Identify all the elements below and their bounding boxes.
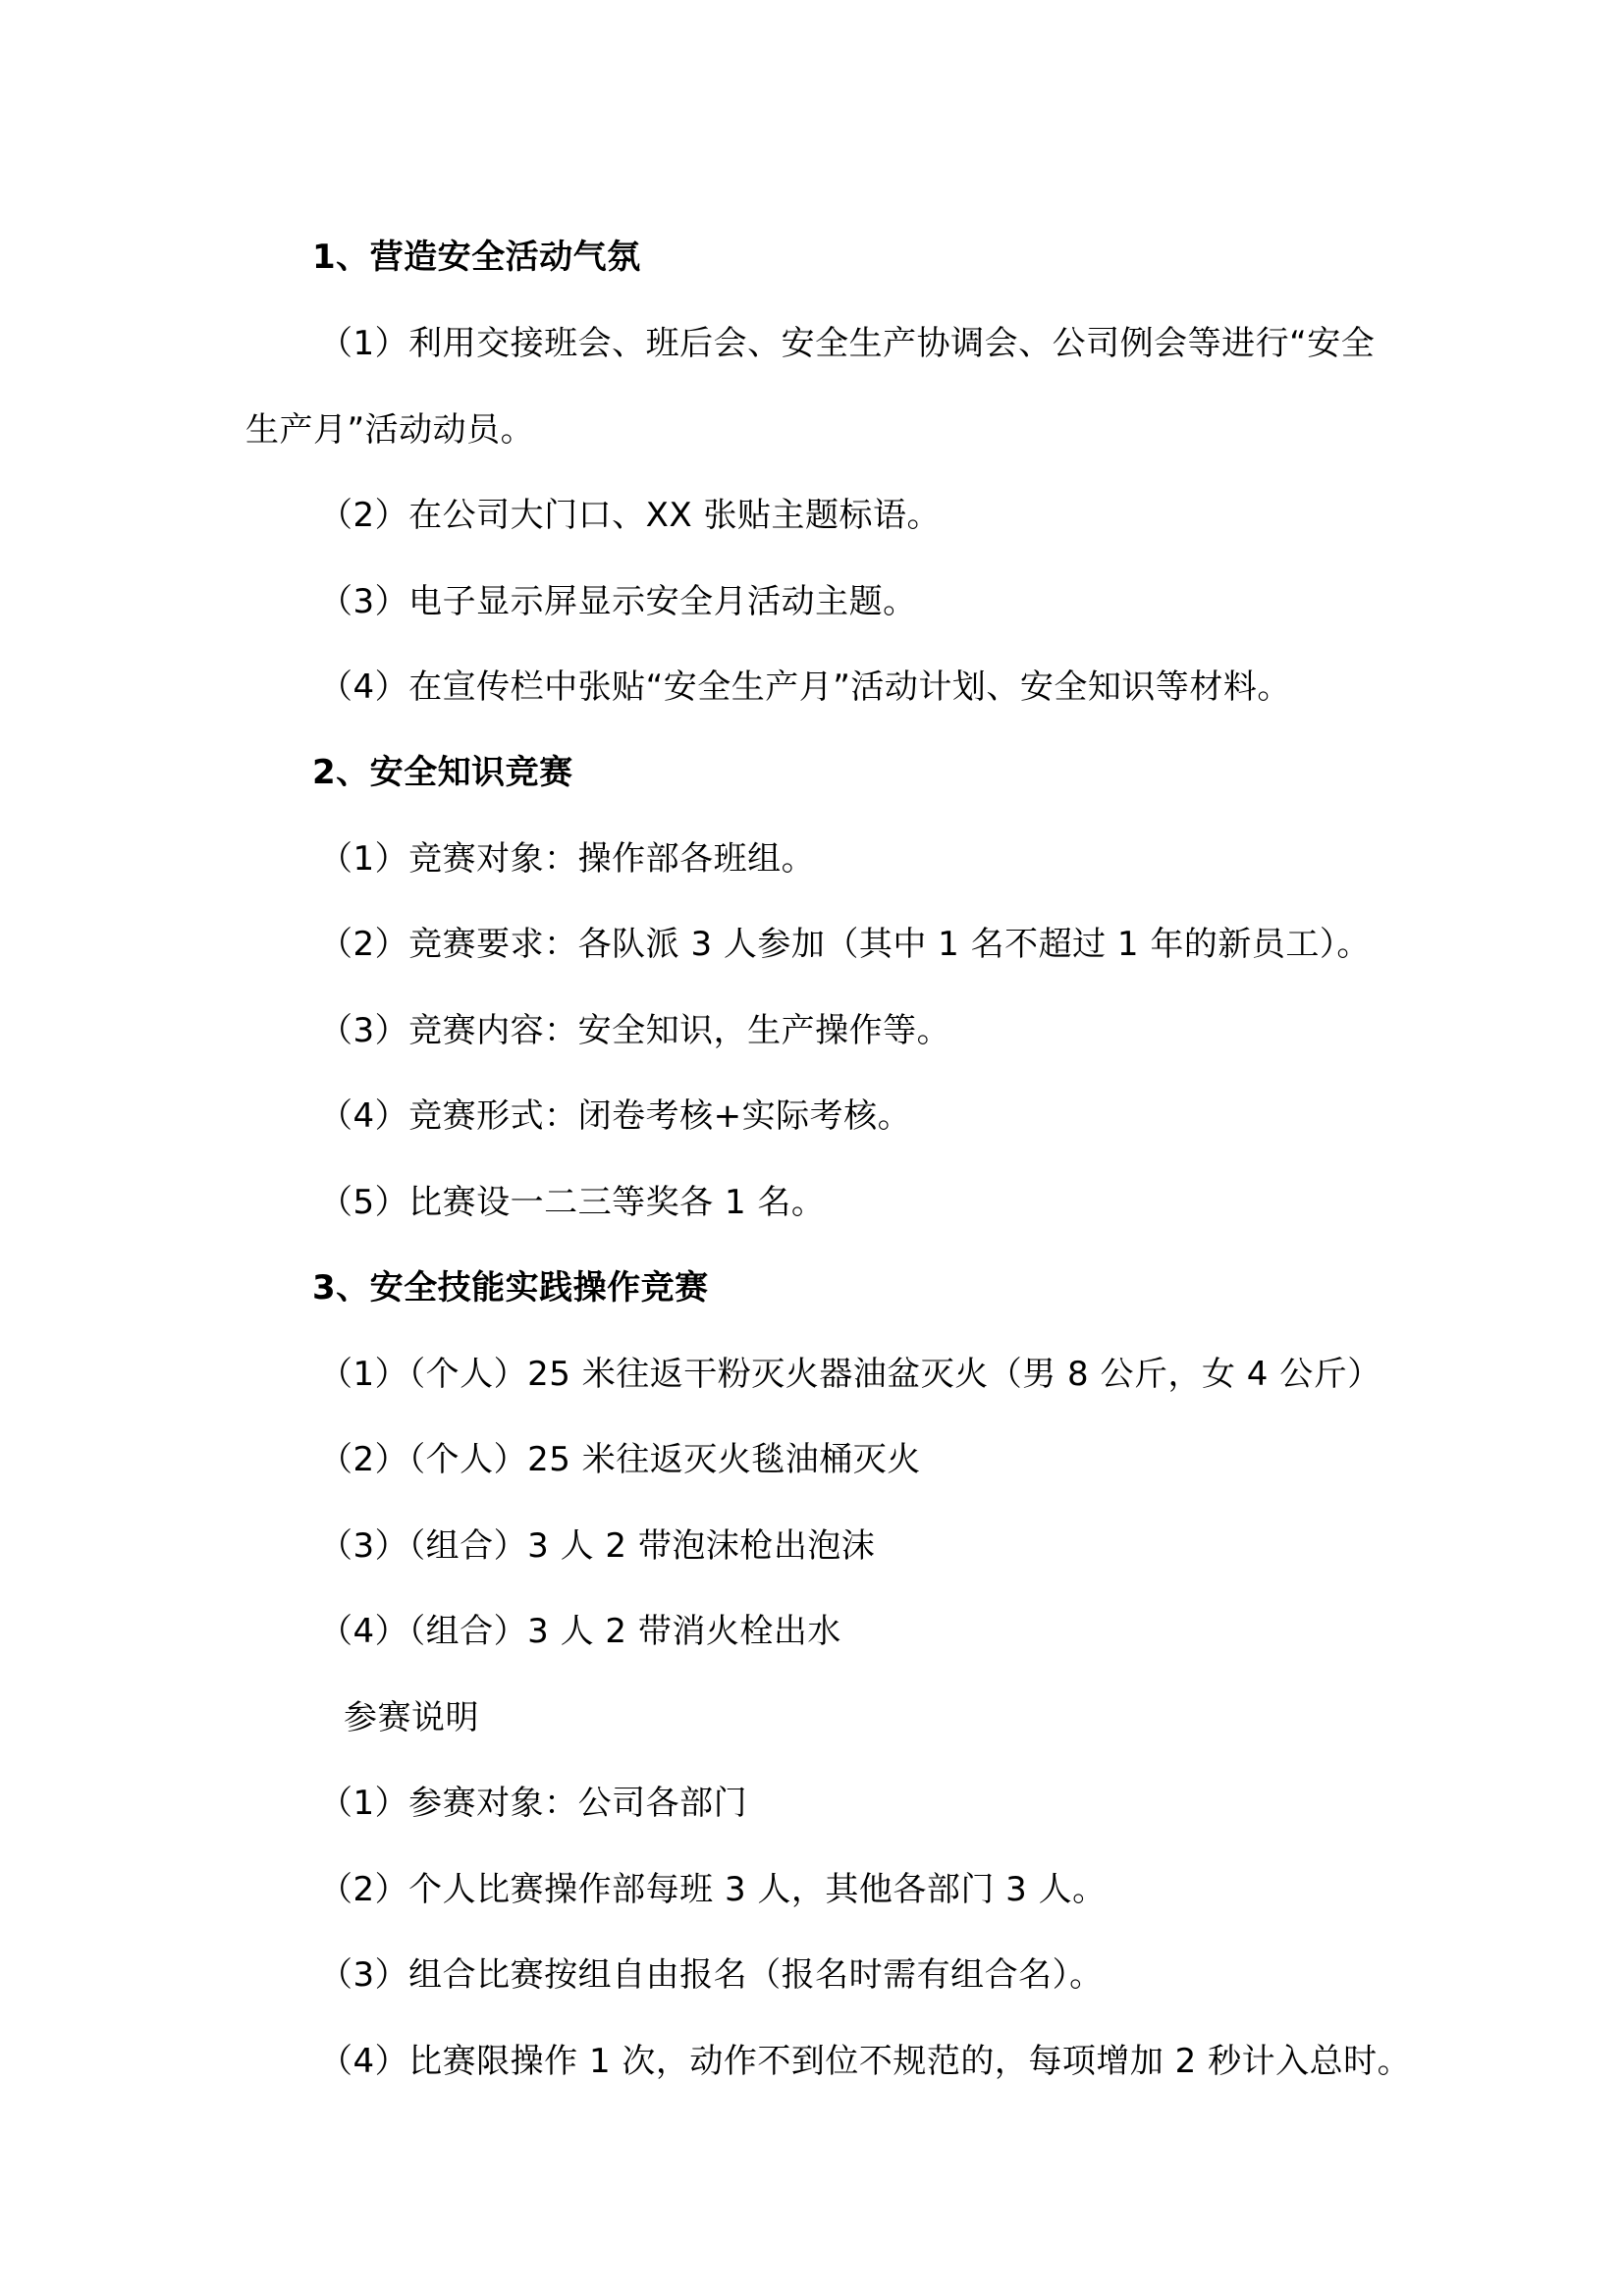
participation-note-2: （2）个人比赛操作部每班 3 人，其他各部门 3 人。 [319, 1870, 1107, 1909]
section-2-heading: 2、安全知识竞赛 [312, 753, 573, 792]
participation-note-3: （3）组合比赛按组自由报名（报名时需有组合名）。 [319, 1955, 1104, 1995]
section-2-item-4: （4）竞赛形式：闭卷考核+实际考核。 [319, 1096, 912, 1136]
section-1-item-1: （1）利用交接班会、班后会、安全生产协调会、公司例会等进行“安全 [319, 324, 1376, 363]
section-2-item-2: （2）竞赛要求：各队派 3 人参加（其中 1 名不超过 1 年的新员工）。 [319, 925, 1371, 964]
section-1-item-4: （4）在宣传栏中张贴“安全生产月”活动计划、安全知识等材料。 [319, 667, 1291, 707]
section-2-item-3: （3）竞赛内容：安全知识，生产操作等。 [319, 1011, 951, 1050]
section-3-item-4: （4）（组合）3 人 2 带消火栓出水 [319, 1612, 841, 1651]
section-3-heading: 3、安全技能实践操作竞赛 [312, 1268, 709, 1308]
section-3-item-3: （3）（组合）3 人 2 带泡沫枪出泡沫 [319, 1526, 876, 1566]
section-3-item-2: （2）（个人）25 米往返灭火毯油桶灭火 [319, 1440, 921, 1479]
participation-notes-title: 参赛说明 [344, 1698, 479, 1737]
section-1-heading: 1、营造安全活动气氛 [312, 238, 641, 277]
section-1-item-3: （3）电子显示屏显示安全月活动主题。 [319, 582, 917, 621]
participation-note-1: （1）参赛对象：公司各部门 [319, 1784, 748, 1823]
section-1-item-1-continued: 生产月”活动动员。 [245, 410, 535, 450]
section-1-item-2: （2）在公司大门口、XX 张贴主题标语。 [319, 496, 942, 535]
participation-note-4: （4）比赛限操作 1 次，动作不到位不规范的，每项增加 2 秒计入总时。 [319, 2042, 1412, 2081]
section-3-item-1: （1）（个人）25 米往返干粉灭火器油盆灭火（男 8 公斤，女 4 公斤） [319, 1355, 1381, 1394]
section-2-item-5: （5）比赛设一二三等奖各 1 名。 [319, 1183, 826, 1222]
section-2-item-1: （1）竞赛对象：操作部各班组。 [319, 839, 816, 879]
